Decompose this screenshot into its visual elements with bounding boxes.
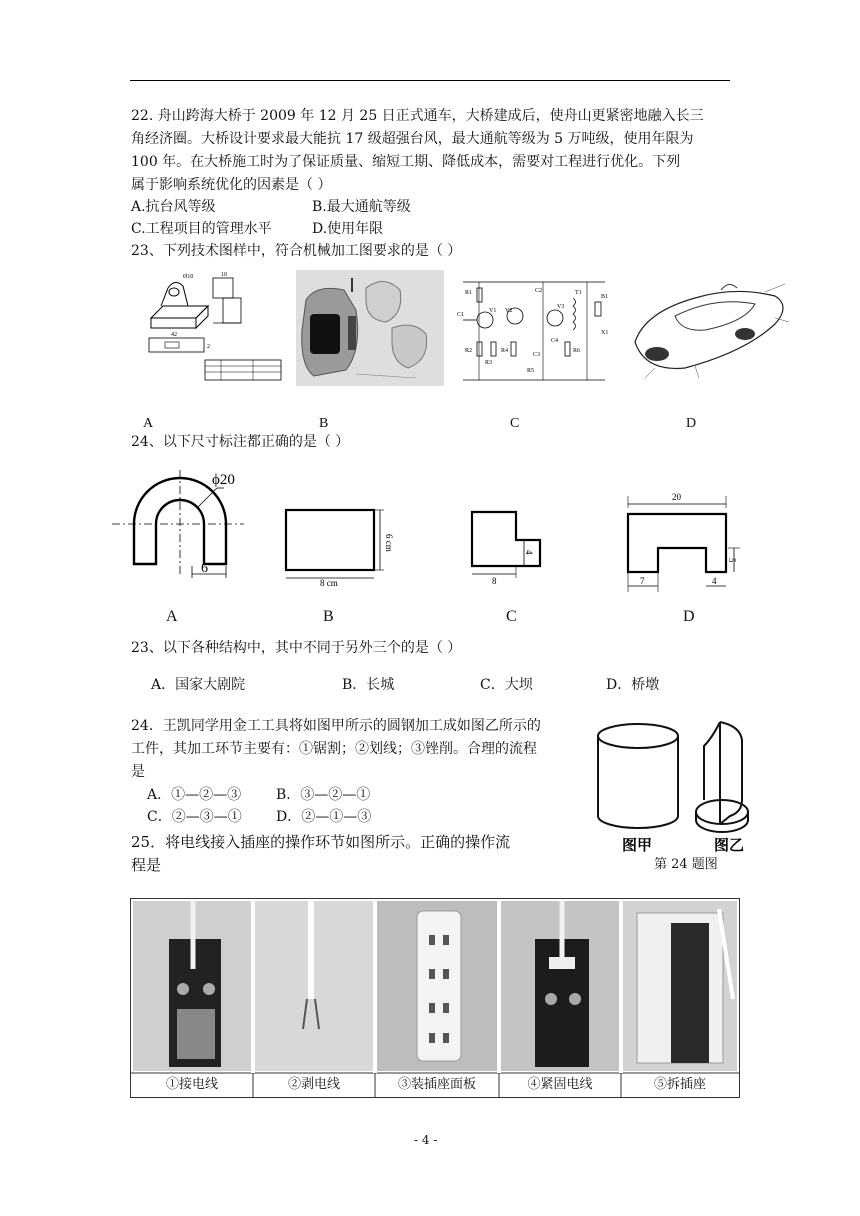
q23a-image-b <box>296 270 444 386</box>
q25-photo-strip <box>130 898 740 1098</box>
q25-line2: 程是 <box>131 856 162 874</box>
q24a-label-b: B <box>323 608 334 625</box>
circuit-label: R3 <box>485 360 493 366</box>
q24b-line1: 24．王凯同学用金工工具将如图甲所示的圆钢加工成如图乙所示的 <box>131 718 541 734</box>
circuit-label: V2 <box>505 308 513 314</box>
q23b-stem: 23、以下各种结构中，其中不同于另外三个的是（ ） <box>131 640 462 656</box>
q24a-figure-c <box>460 506 560 586</box>
circuit-label: V1 <box>489 308 497 314</box>
photo-caption-5: ⑤拆插座 <box>653 1077 706 1092</box>
q24b-option-b: B．③—②—① <box>276 787 371 803</box>
q24a-label-d: D <box>683 608 695 625</box>
q23a-label-b: B <box>319 416 329 431</box>
q23a-image-a <box>143 268 283 386</box>
q24a-figure-a <box>112 466 252 586</box>
circuit-label: V3 <box>557 304 565 310</box>
dim-phi20: ϕ20 <box>212 472 235 488</box>
q22-option-a: A.抗台风等级 <box>131 199 216 215</box>
q24b-figure <box>592 716 752 856</box>
q22-option-b: B.最大通航等级 <box>312 199 411 215</box>
q22-option-c: C.工程项目的管理水平 <box>131 221 272 237</box>
dim-6cm: 6 cm <box>384 534 394 552</box>
q24b-option-d: D．②—①—③ <box>276 809 372 825</box>
q22-line1: 22. 舟山跨海大桥于 2009 年 12 月 25 日正式通车，大桥建成后，使舟山更紧密地融入长三 <box>131 108 704 124</box>
q24b-caption: 第 24 题图 <box>654 857 718 872</box>
q24b-option-a: A．①—②—③ <box>147 787 242 803</box>
dim-top: 10 <box>221 272 227 278</box>
q22-option-d: D.使用年限 <box>312 221 384 237</box>
dim-42: 42 <box>171 332 177 338</box>
q24b-line3: 是 <box>131 764 145 780</box>
dim-4: 4 <box>524 550 534 555</box>
circuit-label: C2 <box>535 288 543 294</box>
page-number: - 4 - <box>414 1133 438 1147</box>
q23b-option-a: A．国家大剧院 <box>151 677 246 693</box>
q24a-figure-b <box>276 498 406 594</box>
header-rule <box>130 80 730 81</box>
circuit-label: X1 <box>601 330 609 336</box>
circuit-label: R4 <box>501 348 509 354</box>
dim-7: 7 <box>640 576 645 586</box>
q23a-image-c <box>455 272 615 388</box>
circuit-label: C1 <box>457 312 465 318</box>
q23a-label-d: D <box>686 416 697 431</box>
q24a-label-a: A <box>166 608 178 625</box>
circuit-label: R6 <box>573 348 581 354</box>
dim-4-d: 4 <box>712 576 717 586</box>
q23a-label-c: C <box>510 416 520 431</box>
dim-phi: Ø10 <box>183 274 194 280</box>
fig-yi-label: 图乙 <box>714 838 745 854</box>
q24b-option-c: C．②—③—① <box>147 809 242 825</box>
dim-5: 5 <box>727 558 737 563</box>
circuit-label: R1 <box>465 290 473 296</box>
dim-2: 2 <box>207 344 210 350</box>
dim-8: 8 <box>492 576 497 586</box>
circuit-label: R5 <box>527 368 535 374</box>
fig-jia-label: 图甲 <box>622 838 653 854</box>
circuit-label: T1 <box>575 290 582 296</box>
q23b-option-d: D．桥墩 <box>606 677 660 693</box>
q22-line2: 角经济圈。大桥设计要求最大能抗 17 级超强台风，最大通航等级为 5 万吨级，使用年限为 <box>131 131 694 147</box>
q23a-label-a: A <box>143 416 154 431</box>
q23a-stem: 23、下列技术图样中，符合机械加工图要求的是（ ） <box>131 243 462 259</box>
dim-6: 6 <box>201 561 208 576</box>
photo-caption-4: ④紧固电线 <box>527 1077 593 1092</box>
photo-caption-3: ③装插座面板 <box>397 1077 476 1092</box>
q23a-image-d <box>625 272 795 388</box>
q23b-option-c: C．大坝 <box>480 677 533 693</box>
circuit-label: R2 <box>465 348 473 354</box>
circuit-label: C4 <box>551 338 559 344</box>
q25-line1: 25．将电线接入插座的操作环节如图所示。正确的操作流 <box>131 833 511 851</box>
q24a-label-c: C <box>506 608 517 625</box>
q22-line4: 属于影响系统优化的因素是（ ） <box>131 177 332 193</box>
q22-line3: 100 年。在大桥施工时为了保证质量、缩短工期、降低成本，需要对工程进行优化。下列 <box>131 154 681 170</box>
q24a-stem: 24、以下尺寸标注都正确的是（ ） <box>131 434 350 450</box>
q23b-option-b: B．长城 <box>342 677 395 693</box>
photo-caption-1: ①接电线 <box>165 1077 218 1092</box>
q24b-line2: 工件，其加工环节主要有：①锯割；②划线；③锉削。合理的流程 <box>131 741 537 757</box>
dim-8cm: 8 cm <box>320 578 338 588</box>
dim-20: 20 <box>672 492 681 502</box>
circuit-label: C3 <box>533 352 541 358</box>
q24a-figure-d <box>620 486 750 596</box>
photo-caption-2: ②剥电线 <box>287 1077 340 1092</box>
circuit-label: B1 <box>601 294 609 300</box>
